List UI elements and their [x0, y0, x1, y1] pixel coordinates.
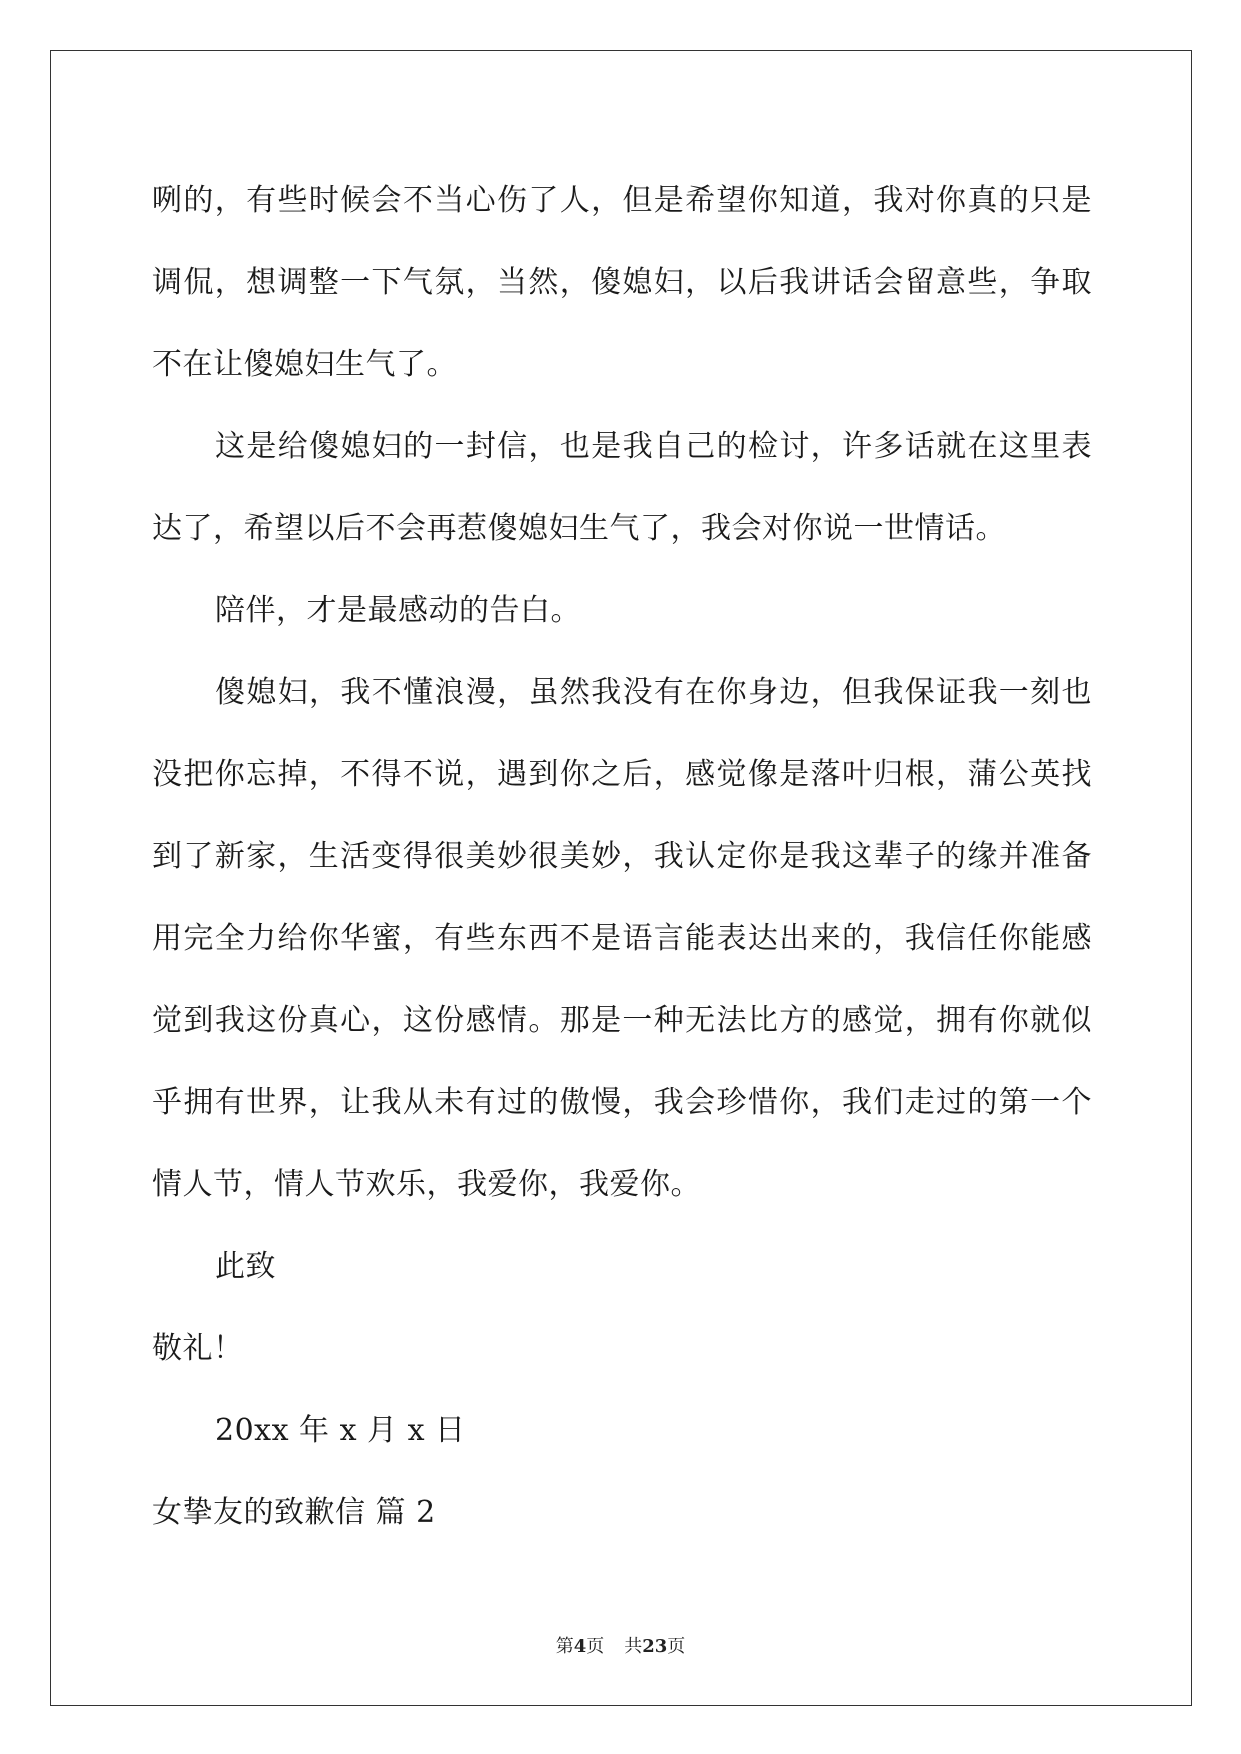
- body-line-9: 到了新家，生活变得很美妙很美妙，我认定你是我这辈子的缘并准备: [152, 839, 1092, 874]
- body-line-6: 陪伴，才是最感动的告白。: [215, 593, 581, 628]
- body-line-4: 这是给傻媳妇的一封信，也是我自己的检讨，许多话就在这里表: [215, 429, 1092, 464]
- page-footer: [0, 1632, 1241, 1658]
- body-line-10: 用完全力给你华蜜，有些东西不是语言能表达出来的，我信任你能感: [152, 921, 1092, 956]
- page-number: 4: [573, 1636, 587, 1657]
- next-section-title: 女挚友的致歉信 篇 2: [152, 1495, 436, 1530]
- body-line-5: 达了，希望以后不会再惹傻媳妇生气了，我会对你说一世情话。: [152, 511, 1006, 546]
- total-pages: 23: [642, 1636, 668, 1657]
- salute-text: 敬礼！: [152, 1331, 244, 1366]
- body-line-12: 乎拥有世界，让我从未有过的傲慢，我会珍惜你，我们走过的第一个: [152, 1085, 1092, 1120]
- footer-total-prefix: 共: [624, 1636, 643, 1657]
- body-line-2: 调侃，想调整一下气氛，当然，傻媳妇，以后我讲话会留意些，争取: [152, 265, 1092, 300]
- date-text: 20xx 年 x 月 x 日: [215, 1413, 466, 1448]
- closing-text: 此致: [215, 1249, 276, 1284]
- footer-page-suffix: 页: [586, 1636, 605, 1657]
- body-line-11: 觉到我这份真心，这份感情。那是一种无法比方的感觉，拥有你就似: [152, 1003, 1092, 1038]
- body-line-13: 情人节，情人节欢乐，我爱你，我爱你。: [152, 1167, 701, 1202]
- body-line-3: 不在让傻媳妇生气了。: [152, 347, 457, 382]
- letter-body: [152, 160, 1092, 1554]
- footer-prefix: 第: [555, 1636, 574, 1657]
- footer-total-suffix: 页: [667, 1636, 686, 1657]
- body-line-8: 没把你忘掉，不得不说，遇到你之后，感觉像是落叶归根，蒲公英找: [152, 757, 1092, 792]
- body-line-1: 咧的，有些时候会不当心伤了人，但是希望你知道，我对你真的只是: [152, 183, 1092, 218]
- body-line-7: 傻媳妇，我不懂浪漫，虽然我没有在你身边，但我保证我一刻也: [215, 675, 1092, 710]
